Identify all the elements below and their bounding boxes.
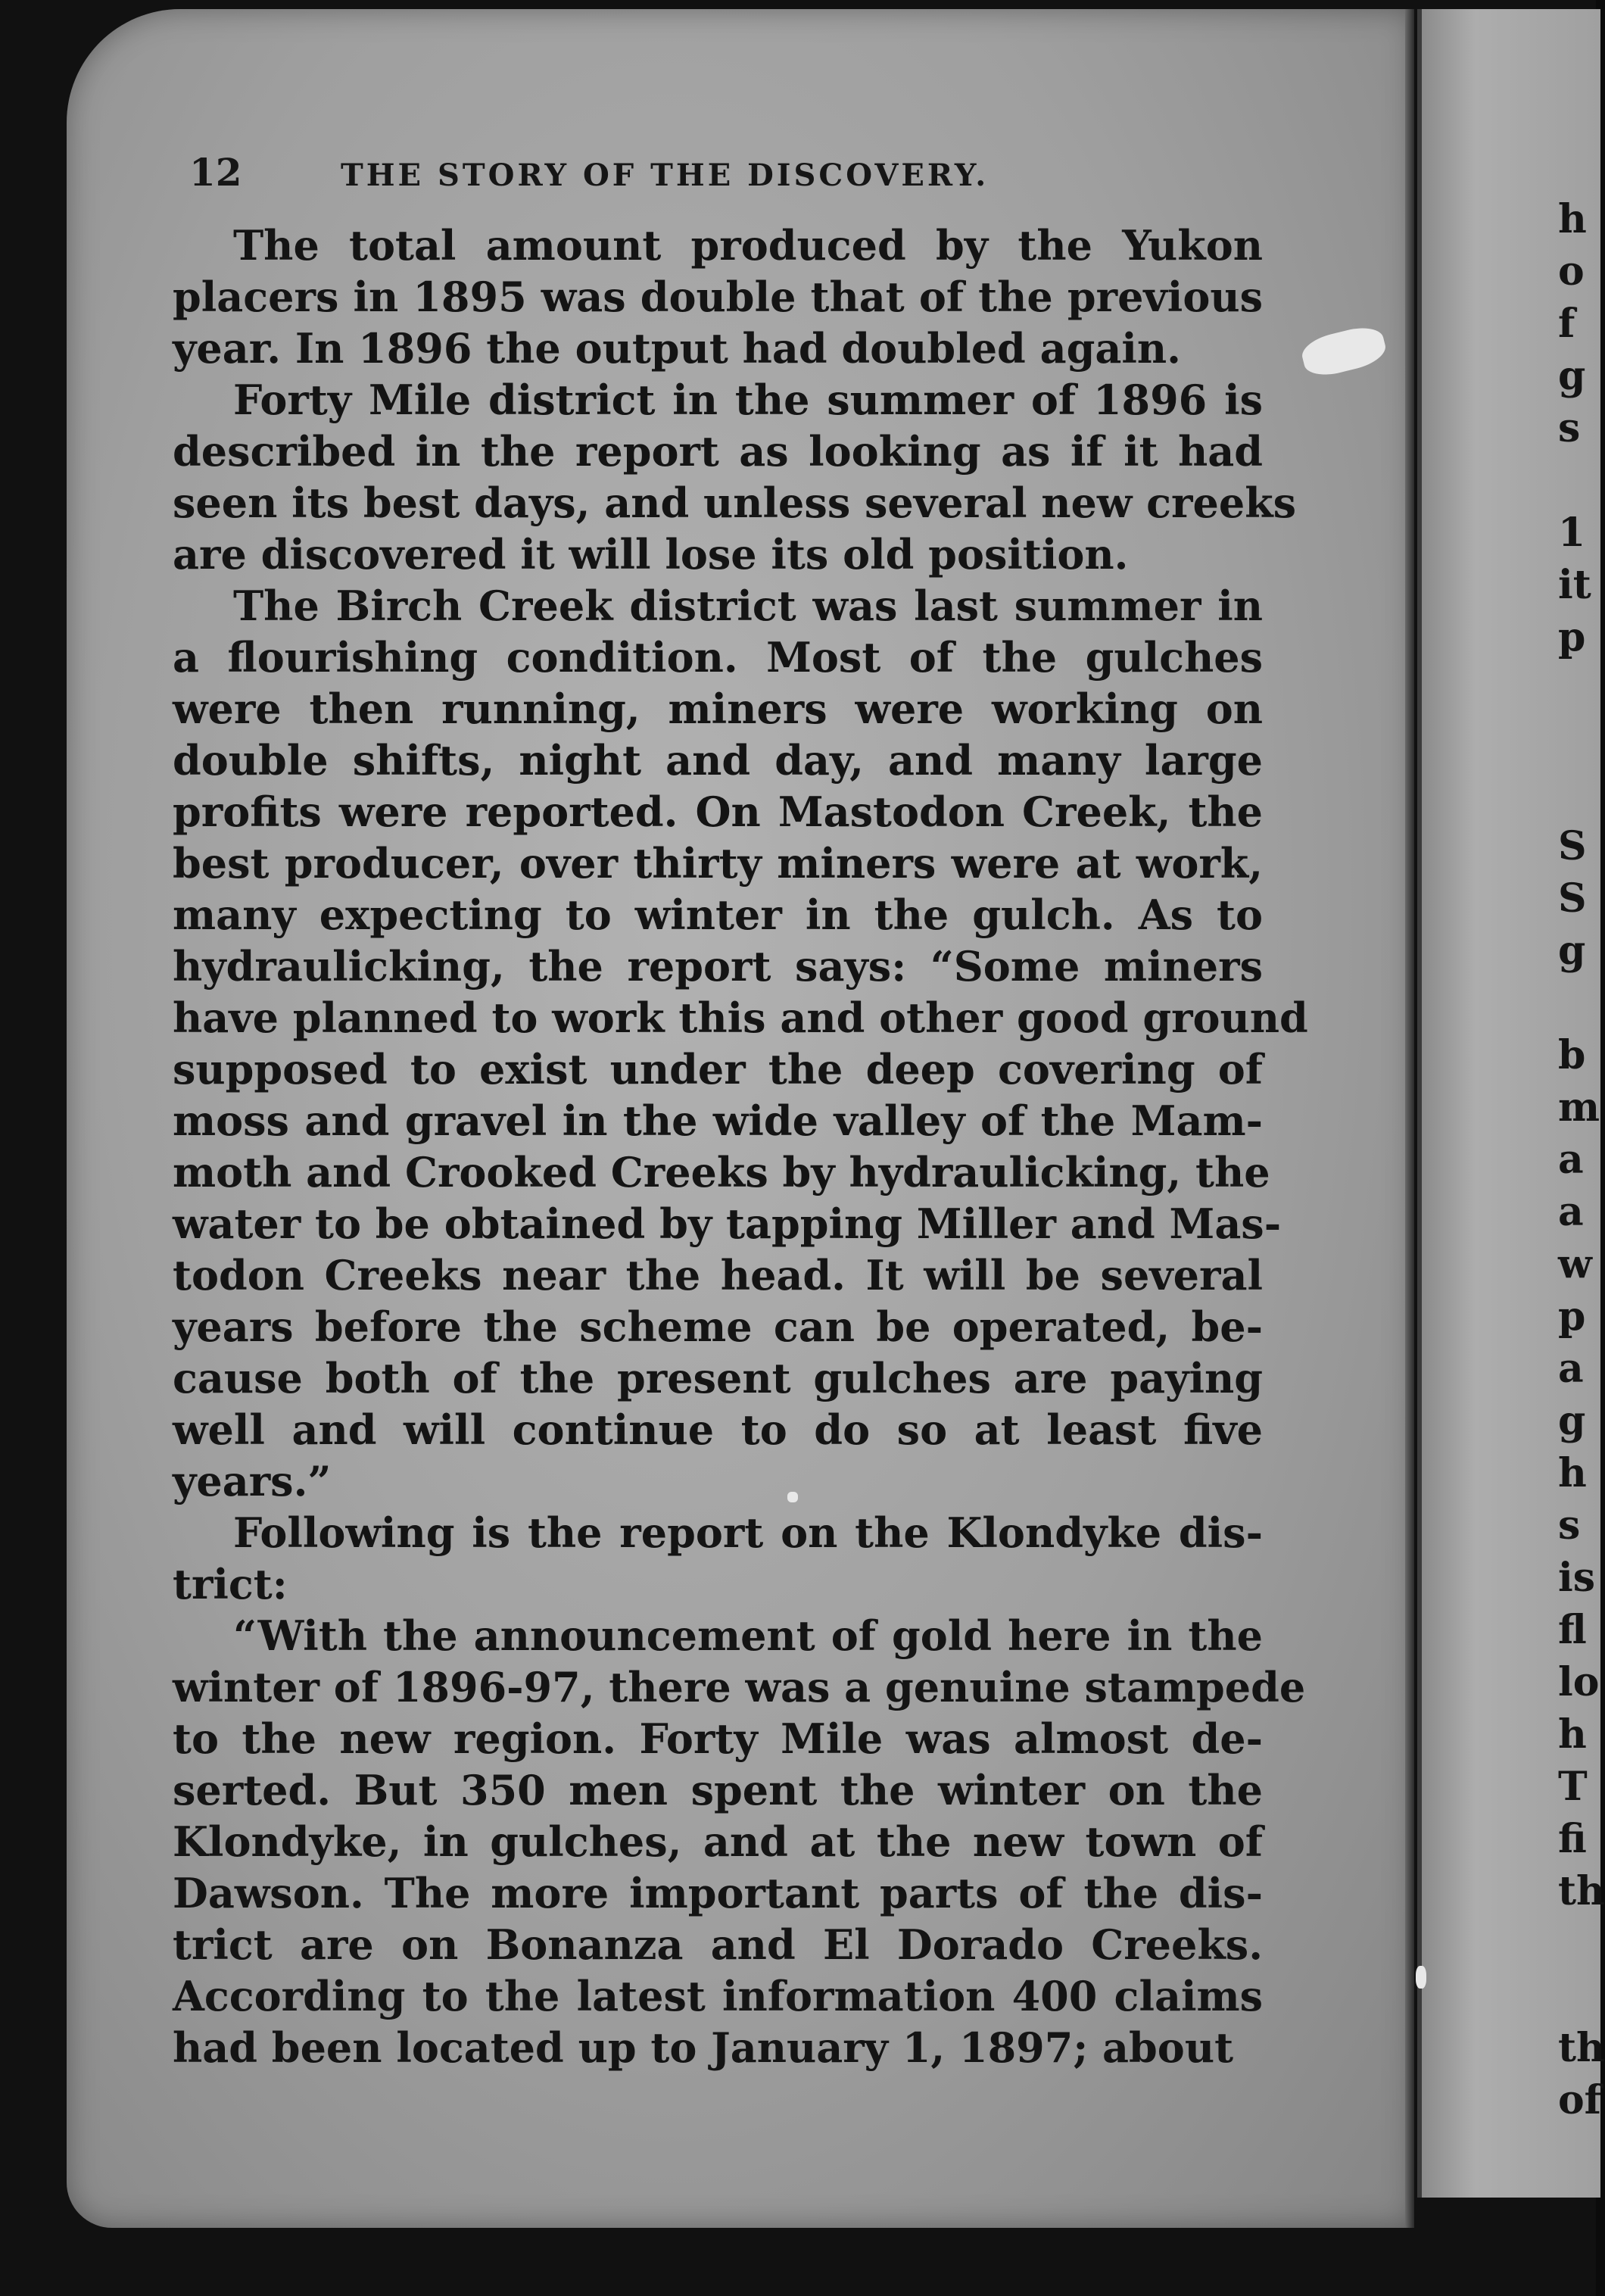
text-line: “With the announcement of gold here in the xyxy=(233,1611,1263,1660)
text-line: were then running, miners were working on xyxy=(173,685,1263,733)
page-number: 12 xyxy=(189,150,242,195)
paragraph xyxy=(173,1610,1306,2073)
text-line: year. In 1896 the output had doubled again. xyxy=(173,324,1181,373)
text-line: According to the latest information 400 claims xyxy=(173,1972,1263,2020)
right-page-fragment: a xyxy=(1558,1137,1584,1183)
right-page-fragment: S xyxy=(1558,875,1587,922)
text-line: profits were reported. On Mastodon Creek, the xyxy=(173,788,1263,836)
right-page-fragment: lo xyxy=(1558,1659,1600,1705)
right-page-fragment: b xyxy=(1558,1032,1586,1078)
right-page-fragment xyxy=(1558,454,1605,507)
right-page-fragment: g xyxy=(1558,353,1586,399)
text-line: trict are on Bonanza and El Dorado Creeks. xyxy=(173,1920,1263,1969)
paragraph xyxy=(173,374,1297,580)
text-line: seen its best days, and unless several new creeks xyxy=(173,479,1297,527)
text-line: best producer, over thirty miners were at work, xyxy=(173,839,1263,888)
text-line: well and will continue to do so at least five xyxy=(173,1405,1263,1454)
text-line: a flourishing condition. Most of the gulches xyxy=(173,633,1263,682)
text-line: had been located up to January 1, 1897; about xyxy=(173,2023,1234,2072)
text-line: supposed to exist under the deep covering of xyxy=(173,1045,1263,1093)
right-page-fragment: g xyxy=(1558,928,1586,974)
right-page-fragment: is xyxy=(1558,1555,1596,1601)
text-line: are discovered it will lose its old position. xyxy=(173,530,1129,579)
text-line: described in the report as looking as if it had xyxy=(173,427,1263,476)
right-page-fragment: th xyxy=(1558,2025,1605,2071)
paragraph xyxy=(173,220,1263,374)
text-line: hydraulicking, the report says: “Some miners xyxy=(173,942,1263,990)
text-line: Klondyke, in gulches, and at the new town of xyxy=(173,1817,1263,1866)
right-page-fragment: h xyxy=(1558,1711,1587,1758)
right-page-fragment: w xyxy=(1558,1241,1592,1287)
text-line: years.” xyxy=(173,1457,332,1505)
right-page-fragment: T xyxy=(1558,1764,1588,1810)
right-page-fragment xyxy=(1558,768,1605,820)
body-text xyxy=(173,220,1308,2073)
right-page-fragment: o xyxy=(1558,248,1585,295)
text-line: have planned to work this and other good ground xyxy=(173,994,1308,1042)
text-line: to the new region. Forty Mile was almost de- xyxy=(173,1714,1263,1763)
right-page-fragment: fi xyxy=(1558,1816,1587,1862)
text-line: serted. But 350 men spent the winter on the xyxy=(173,1766,1263,1814)
right-page-fragment: f xyxy=(1558,301,1575,347)
text-line: years before the scheme can be operated, be- xyxy=(173,1302,1263,1351)
text-line: Forty Mile district in the summer of 1896 is xyxy=(233,376,1263,424)
right-page-fragment: h xyxy=(1558,1450,1587,1496)
text-line: trict: xyxy=(173,1560,288,1608)
text-line: many expecting to winter in the gulch. As to xyxy=(173,891,1263,939)
right-page-fragment: a xyxy=(1558,1189,1584,1235)
text-line: moth and Crooked Creeks by hydraulicking, the xyxy=(173,1148,1270,1196)
text-line: placers in 1895 was double that of the previous xyxy=(173,273,1263,321)
right-page-fragment: s xyxy=(1558,1502,1581,1549)
right-page-fragment: g xyxy=(1558,1398,1586,1444)
right-page-fragment xyxy=(1558,716,1605,768)
right-page-fragment: s xyxy=(1558,405,1581,451)
right-page-fragment xyxy=(1558,1917,1605,1970)
text-line: winter of 1896-97, there was a genuine stampede xyxy=(173,1663,1306,1711)
right-page-fragment: th xyxy=(1558,1868,1605,1914)
right-page-fragment: a xyxy=(1558,1346,1584,1392)
right-page-fragment: S xyxy=(1558,823,1587,869)
text-line: Following is the report on the Klondyke dis- xyxy=(233,1508,1263,1557)
right-page-fragment: it xyxy=(1558,562,1591,608)
text-line: water to be obtained by tapping Miller and Mas- xyxy=(173,1199,1282,1248)
text-line: The Birch Creek district was last summer in xyxy=(233,582,1263,630)
right-page-fragment: h xyxy=(1558,196,1587,242)
right-page-fragment: p xyxy=(1558,1293,1586,1340)
text-line: moss and gravel in the wide valley of the Mam- xyxy=(173,1097,1263,1145)
right-page-text-fragments xyxy=(1558,193,1605,2126)
text-line: cause both of the present gulches are paying xyxy=(173,1354,1263,1402)
text-line: The total amount produced by the Yukon xyxy=(233,221,1263,270)
paragraph xyxy=(173,1507,1263,1610)
paragraph xyxy=(173,580,1308,1507)
text-line: todon Creeks near the head. It will be several xyxy=(173,1251,1263,1299)
running-head: THE STORY OF THE DISCOVERY. xyxy=(341,158,989,193)
right-page-fragment: p xyxy=(1558,614,1586,660)
right-page-fragment: of xyxy=(1558,2077,1602,2123)
right-page-fragment: fl xyxy=(1558,1607,1587,1653)
right-page-fragment: m xyxy=(1558,1084,1600,1131)
text-line: Dawson. The more important parts of the dis- xyxy=(173,1869,1263,1917)
right-page-fragment xyxy=(1558,977,1605,1029)
paper-damage-mark xyxy=(1416,1966,1426,1989)
right-page-fragment xyxy=(1558,663,1605,716)
text-line: double shifts, night and day, and many large xyxy=(173,736,1263,785)
page-header xyxy=(189,150,1295,195)
right-page-fragment xyxy=(1558,1970,1605,2022)
right-page-fragment: 1 xyxy=(1558,510,1586,556)
